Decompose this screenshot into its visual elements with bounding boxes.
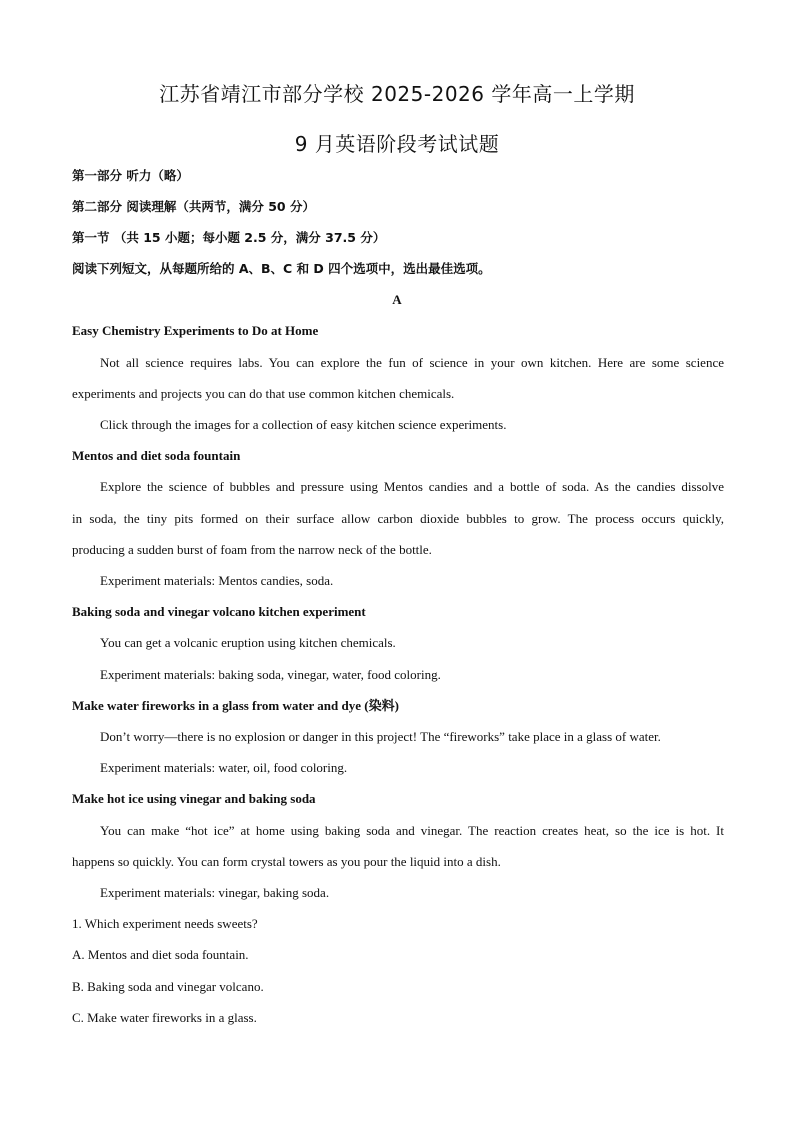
reading-instruction: 阅读下列短文，从每题所给的 A、B、C 和 D 四个选项中，选出最佳选项。: [72, 261, 491, 276]
intro-paragraph-2: Click through the images for a collection of easy kitchen science experiments.: [100, 417, 507, 432]
part-two-heading: 第二部分 阅读理解（共两节，满分 50 分）: [72, 199, 315, 214]
experiment-4-text: You can make “hot ice” at home using baking soda and vinegar. The reaction creates heat, so the ice is hot. It: [100, 823, 724, 838]
experiment-1-text: producing a sudden burst of foam from the narrow neck of the bottle.: [72, 542, 432, 557]
experiment-4-materials: Experiment materials: vinegar, baking soda.: [100, 885, 330, 900]
exam-title-line-2: 9 月英语阶段考试试题: [294, 132, 500, 156]
section-one-heading: 第一节 （共 15 小题；每小题 2.5 分，满分 37.5 分）: [72, 230, 386, 245]
question-option-c: C. Make water fireworks in a glass.: [72, 1010, 257, 1025]
experiment-4-text: happens so quickly. You can form crystal towers as you pour the liquid into a dish.: [72, 854, 501, 869]
experiment-3-title: Make water fireworks in a glass from water and dye (染料): [72, 698, 399, 713]
experiment-3-materials: Experiment materials: water, oil, food coloring.: [100, 760, 348, 775]
passage-title: Easy Chemistry Experiments to Do at Home: [72, 323, 319, 338]
experiment-1-materials: Experiment materials: Mentos candies, soda.: [100, 573, 334, 588]
question-stem: 1. Which experiment needs sweets?: [72, 916, 258, 931]
experiment-1-text: Explore the science of bubbles and pressure using Mentos candies and a bottle of soda. As the candies dissolve: [100, 479, 724, 494]
intro-paragraph-line: Not all science requires labs. You can explore the fun of science in your own kitchen. Here are some science: [100, 355, 724, 370]
intro-paragraph-line: experiments and projects you can do that use common kitchen chemicals.: [72, 386, 455, 401]
experiment-4-title: Make hot ice using vinegar and baking soda: [72, 791, 316, 806]
exam-title-line-1: 江苏省靖江市部分学校 2025-2026 学年高一上学期: [159, 82, 635, 106]
experiment-1-title: Mentos and diet soda fountain: [72, 448, 241, 463]
experiment-2-materials: Experiment materials: baking soda, vinegar, water, food coloring.: [100, 667, 441, 682]
passage-label: A: [392, 292, 402, 307]
question-option-b: B. Baking soda and vinegar volcano.: [72, 979, 264, 994]
question-option-a: A. Mentos and diet soda fountain.: [72, 947, 249, 962]
experiment-2-title: Baking soda and vinegar volcano kitchen experiment: [72, 604, 366, 619]
part-one-heading: 第一部分 听力（略）: [72, 168, 189, 183]
experiment-1-text: in soda, the tiny pits formed on their surface allow carbon dioxide bubbles to grow. The process occurs quickly,: [72, 511, 724, 526]
experiment-3-text: Don’t worry—there is no explosion or danger in this project! The “fireworks” take place in a glass of water.: [100, 729, 661, 744]
experiment-2-text: You can get a volcanic eruption using kitchen chemicals.: [100, 635, 396, 650]
